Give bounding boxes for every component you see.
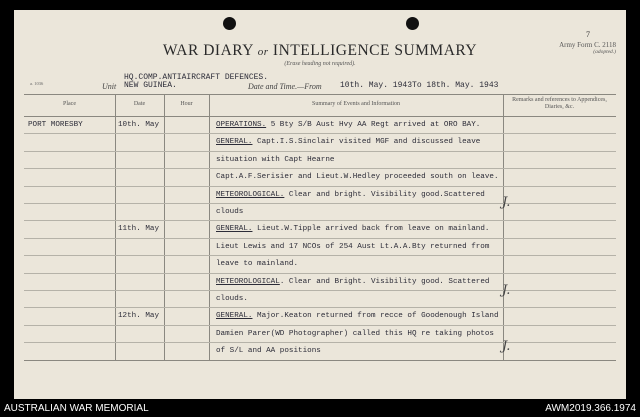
entry-heading: OPERATIONS. <box>216 121 267 129</box>
table-top-rule <box>24 94 616 95</box>
form-title <box>14 42 626 60</box>
row-rule <box>24 220 616 221</box>
entry-summary <box>216 156 334 164</box>
table-bottom-rule <box>24 360 616 361</box>
entry-text: clouds. <box>216 295 248 303</box>
col-header-summary: Summary of Events and Information <box>312 101 400 107</box>
remarks-initial-1: J. <box>502 195 511 210</box>
entry-text: 5 Bty S/B Aust Hvy AA Regt arrived at ORO BAY. <box>266 121 481 129</box>
form-code: a. 1036 <box>30 81 44 86</box>
entry-text: Lieut Lewis and 17 NCOs of 254 Aust Lt.A.A.Bty returned from <box>216 242 490 251</box>
entry-summary <box>216 312 499 320</box>
entry-place: PORT MORESBY <box>28 121 83 129</box>
entry-heading: METEOROLOGICAL <box>216 277 280 286</box>
entry-text: Major.Keaton returned from recce of Goodenough Island <box>252 312 499 321</box>
header-bottom-rule <box>24 116 616 117</box>
col-header-date: Date <box>133 101 146 107</box>
title-intelligence-summary: INTELLIGENCE SUMMARY <box>272 42 478 59</box>
entry-text: Capt.I.S.Sinclair visited MGF and discussed leave <box>252 138 481 147</box>
entry-summary <box>216 121 480 129</box>
entry-text: situation with Capt Hearne <box>216 155 335 164</box>
entry-summary <box>216 243 489 251</box>
form-subtitle: (Erase heading not required). <box>284 61 356 67</box>
corner-mark: 7 <box>586 30 590 39</box>
entry-date: 11th. May <box>118 225 160 234</box>
entry-heading: GENERAL. <box>216 312 253 321</box>
entry-summary <box>216 191 485 199</box>
remarks-initial-2: J. <box>502 283 511 298</box>
entry-summary <box>216 330 494 338</box>
army-form-label: Army Form C. 2118 <box>559 41 616 49</box>
entry-summary <box>216 138 480 146</box>
row-rule <box>24 307 616 308</box>
unit-value-line2: NEW GUINEA. <box>124 81 177 90</box>
row-rule <box>24 151 616 152</box>
entry-summary <box>216 225 489 233</box>
title-or: or <box>257 46 269 58</box>
entry-text: Lieut.W.Tipple arrived back from leave on mainland. <box>252 225 490 234</box>
entry-date: 12th. May <box>118 312 160 321</box>
entry-summary <box>216 173 499 181</box>
army-form-number <box>559 41 616 55</box>
row-rule <box>24 203 616 204</box>
entry-text: . Clear and Bright. Visibility good. Scattered <box>279 277 490 286</box>
remarks-initial-3: J. <box>502 339 511 354</box>
unit-value-line1: HQ.COMP.ANTIAIRCRAFT DEFENCES. <box>124 73 269 82</box>
entry-summary <box>216 278 489 286</box>
entry-heading: GENERAL. <box>216 225 253 234</box>
entry-text: Capt.A.F.Serisier and Lieut.W.Hedley proceeded south on leave. <box>216 173 499 182</box>
row-rule <box>24 255 616 256</box>
army-form-adopted: (adopted.) <box>593 49 616 55</box>
footer-credit: AUSTRALIAN WAR MEMORIAL <box>4 403 149 414</box>
diary-sheet <box>14 10 626 399</box>
row-rule <box>24 273 616 274</box>
row-rule <box>24 168 616 169</box>
unit-label: Unit <box>102 82 117 91</box>
entry-text: Damien Parer(WD Photographer) called this HQ re taking photos <box>216 329 494 338</box>
row-rule <box>24 325 616 326</box>
entry-summary <box>216 295 248 303</box>
title-war-diary: WAR DIARY <box>162 42 254 59</box>
entry-summary <box>216 260 298 268</box>
col-header-place: Place <box>63 101 76 107</box>
entry-text: Clear and bright. Visibility good.Scattered <box>284 190 485 199</box>
row-rule <box>24 186 616 187</box>
punch-hole-right <box>406 17 419 30</box>
row-rule <box>24 238 616 239</box>
col-header-remarks: Remarks and references to Appendices, Diaries, &c. <box>512 97 607 110</box>
entry-text: of S/L and AA positions <box>216 347 321 356</box>
row-rule <box>24 290 616 291</box>
entry-summary <box>216 208 243 216</box>
row-rule <box>24 342 616 343</box>
footer-accession-number: AWM2019.366.1974 <box>545 403 636 414</box>
date-range-value: 10th. May. 1943To 18th. May. 1943 <box>340 81 499 90</box>
punch-hole-left <box>223 17 236 30</box>
entry-date: 10th. May <box>118 121 160 129</box>
row-rule <box>24 133 616 134</box>
date-time-label: Date and Time.—From <box>248 82 322 91</box>
entry-summary <box>216 347 321 355</box>
entry-heading: GENERAL. <box>216 138 253 147</box>
entry-text: clouds <box>216 208 244 216</box>
entry-heading: METEOROLOGICAL. <box>216 190 285 199</box>
col-header-hour: Hour <box>180 101 193 107</box>
entry-text: leave to mainland. <box>216 260 299 269</box>
